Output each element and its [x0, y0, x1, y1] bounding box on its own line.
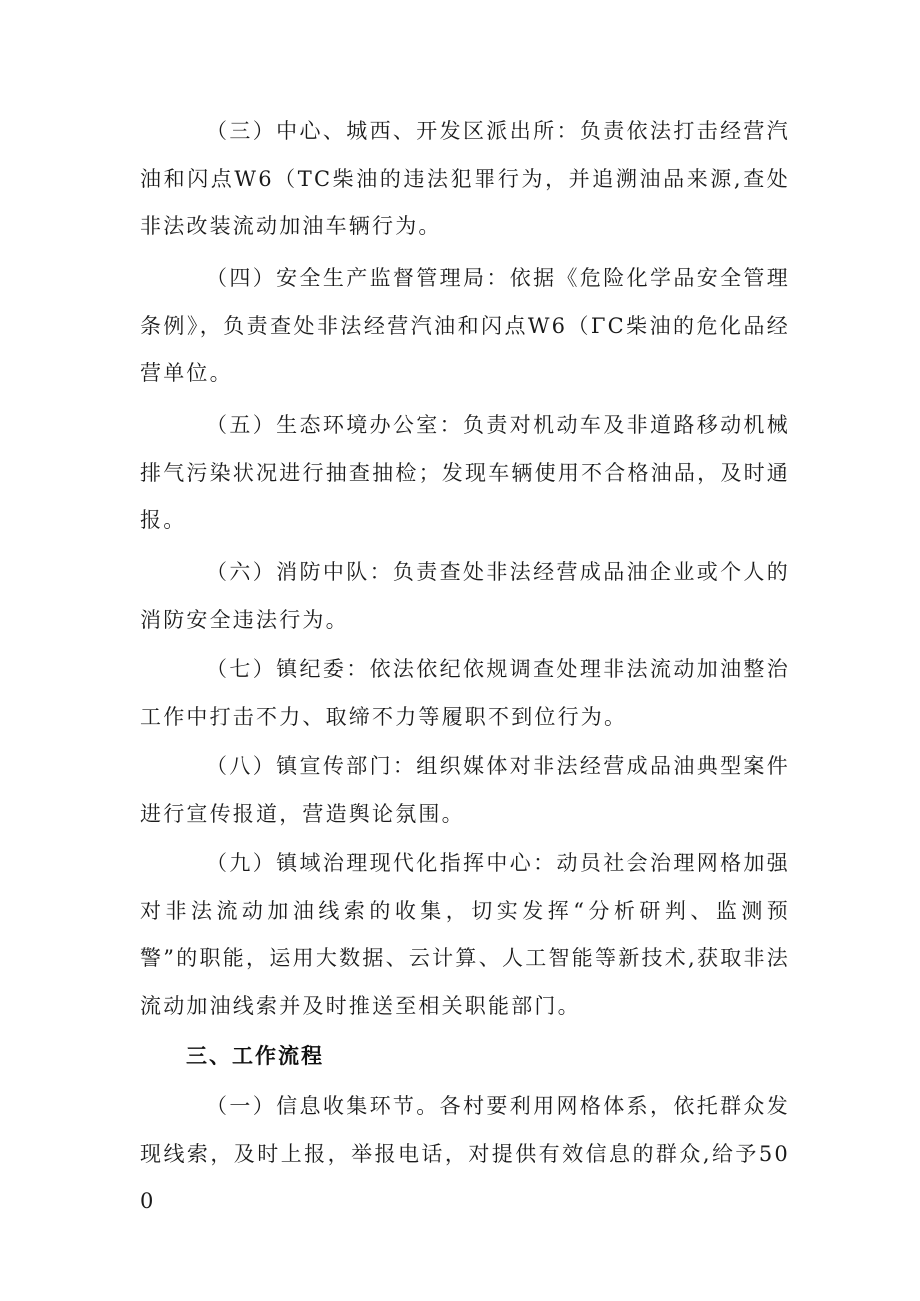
paragraph-8-publicity-dept: （八）镇宣传部门：组织媒体对非法经营成品油典型案件进行宣传报道，营造舆论氛围。	[140, 754, 790, 826]
paragraph-workflow-1-info-collection: （一）信息收集环节。各村要利用网格体系，依托群众发现线索，及时上报，举报电话，对提供有效信息的群众,给予500	[140, 1094, 790, 1213]
paragraph-7-discipline-committee: （七）镇纪委：依法依纪依规调查处理非法流动加油整治工作中打击不力、取缔不力等履职不到位行为。	[140, 657, 790, 729]
section-heading-workflow: 三、工作流程	[186, 1044, 324, 1068]
paragraph-9-command-center: （九）镇域治理现代化指挥中心：动员社会治理网格加强对非法流动加油线索的收集，切实发挥“分析研判、监测预警”的职能，运用大数据、云计算、人工智能等新技术,获取非法流动加油线索并及时推送至相关职能部门。	[140, 851, 790, 1018]
paragraph-4-safety-bureau: （四）安全生产监督管理局：依据《危险化学品安全管理条例》，负责查处非法经营汽油和闪点W6（ΓC柴油的危化品经营单位。	[140, 266, 790, 385]
paragraph-6-fire-brigade: （六）消防中队：负责查处非法经营成品油企业或个人的消防安全违法行为。	[140, 560, 790, 632]
paragraph-3-police: （三）中心、城西、开发区派出所：负责依法打击经营汽油和闪点W6（TC柴油的违法犯罪行为，并追溯油品来源,查处非法改装流动加油车辆行为。	[140, 119, 790, 238]
paragraph-5-environment-office: （五）生态环境办公室：负责对机动车及非道路移动机械排气污染状况进行抽查抽检；发现车辆使用不合格油品，及时通报。	[140, 413, 790, 532]
